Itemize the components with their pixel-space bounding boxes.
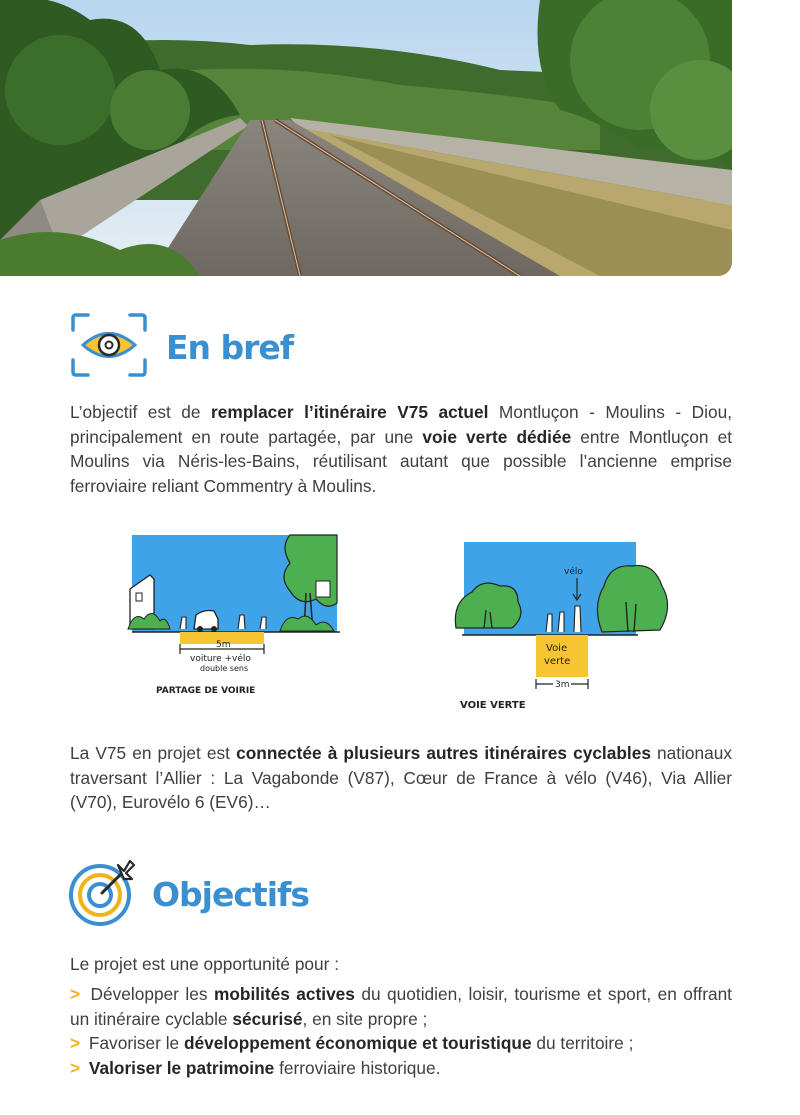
bullet-chevron-icon: > [70, 1033, 81, 1053]
sketch-partage-de-voirie [120, 533, 350, 708]
item-text: Développer les [84, 984, 214, 1004]
connect-bold-1: connectée à plusieurs autres itinéraires cyclables [236, 743, 651, 763]
left-width-label: 5m [216, 640, 231, 650]
velo-label: vélo [564, 567, 583, 577]
intro-bold-1: remplacer l’itinéraire V75 actuel [211, 402, 489, 422]
item-text: ferroviaire historique. [274, 1057, 441, 1078]
lane-line2: verte [544, 656, 571, 667]
item-text: Favoriser le [84, 1033, 184, 1053]
intro-bold-2: voie verte dédiée [422, 426, 572, 447]
shared-road-sketch [120, 533, 350, 703]
list-item [70, 1056, 732, 1081]
en-bref-title: En bref [166, 328, 294, 367]
left-caption-line1: voiture +vélo [190, 654, 251, 664]
item-text: du quotidien, loisir, tourisme et sport, en offrant un itinéraire cyclable [70, 984, 732, 1029]
right-sketch-title: VOIE VERTE [460, 700, 526, 711]
bullet-chevron-icon: > [70, 984, 81, 1004]
connect-paragraph [70, 741, 732, 815]
connect-text-2: nationaux traversant l’Allier : La Vagabonde (V87), Cœur de France à vélo (V46), Via Allier (V70), Eurovélo 6 (EV6)… [70, 743, 733, 812]
objectifs-title: Objectifs [152, 875, 310, 914]
target-icon [68, 857, 138, 932]
item-text: , en site propre ; [302, 1008, 428, 1029]
lane-line1: Voie [546, 643, 568, 654]
objectifs-heading [68, 857, 309, 932]
intro-paragraph [70, 400, 732, 498]
item-bold: mobilités actives [213, 984, 355, 1004]
item-bold: Valoriser le patrimoine [88, 1057, 275, 1078]
railway-photo [0, 0, 732, 276]
sketch-voie-verte [452, 540, 682, 720]
intro-text-3: entre Montluçon et Moulins via Néris-les-Bains, réutilisant autant que possible l’ancienne emprise ferroviaire reliant Commentry à Moulins. [70, 426, 733, 496]
intro-text-2: Montluçon - Moulins - Diou, principalement en route partagée, par une [70, 402, 732, 447]
en-bref-heading [70, 312, 293, 383]
left-sketch-title: PARTAGE DE VOIRIE [156, 686, 256, 696]
item-text: du territoire ; [531, 1033, 634, 1053]
eye-icon [70, 312, 148, 383]
railway-viaduct-illustration [0, 0, 732, 276]
item-bold: développement économique et touristique [183, 1033, 532, 1053]
right-width-label: 3m [555, 680, 570, 690]
item-bold: sécurisé [232, 1008, 303, 1029]
objectifs-lead: Le projet est une opportunité pour : [70, 954, 340, 974]
connect-text-1: La V75 en projet est [70, 743, 237, 763]
left-caption-line2: double sens [200, 664, 249, 673]
list-item [70, 982, 732, 1031]
bullet-chevron-icon: > [70, 1057, 81, 1078]
intro-text-1: L’objectif est de [70, 402, 212, 422]
list-item [70, 1031, 732, 1056]
greenway-sketch [452, 540, 682, 715]
objectifs-list [70, 982, 732, 1080]
